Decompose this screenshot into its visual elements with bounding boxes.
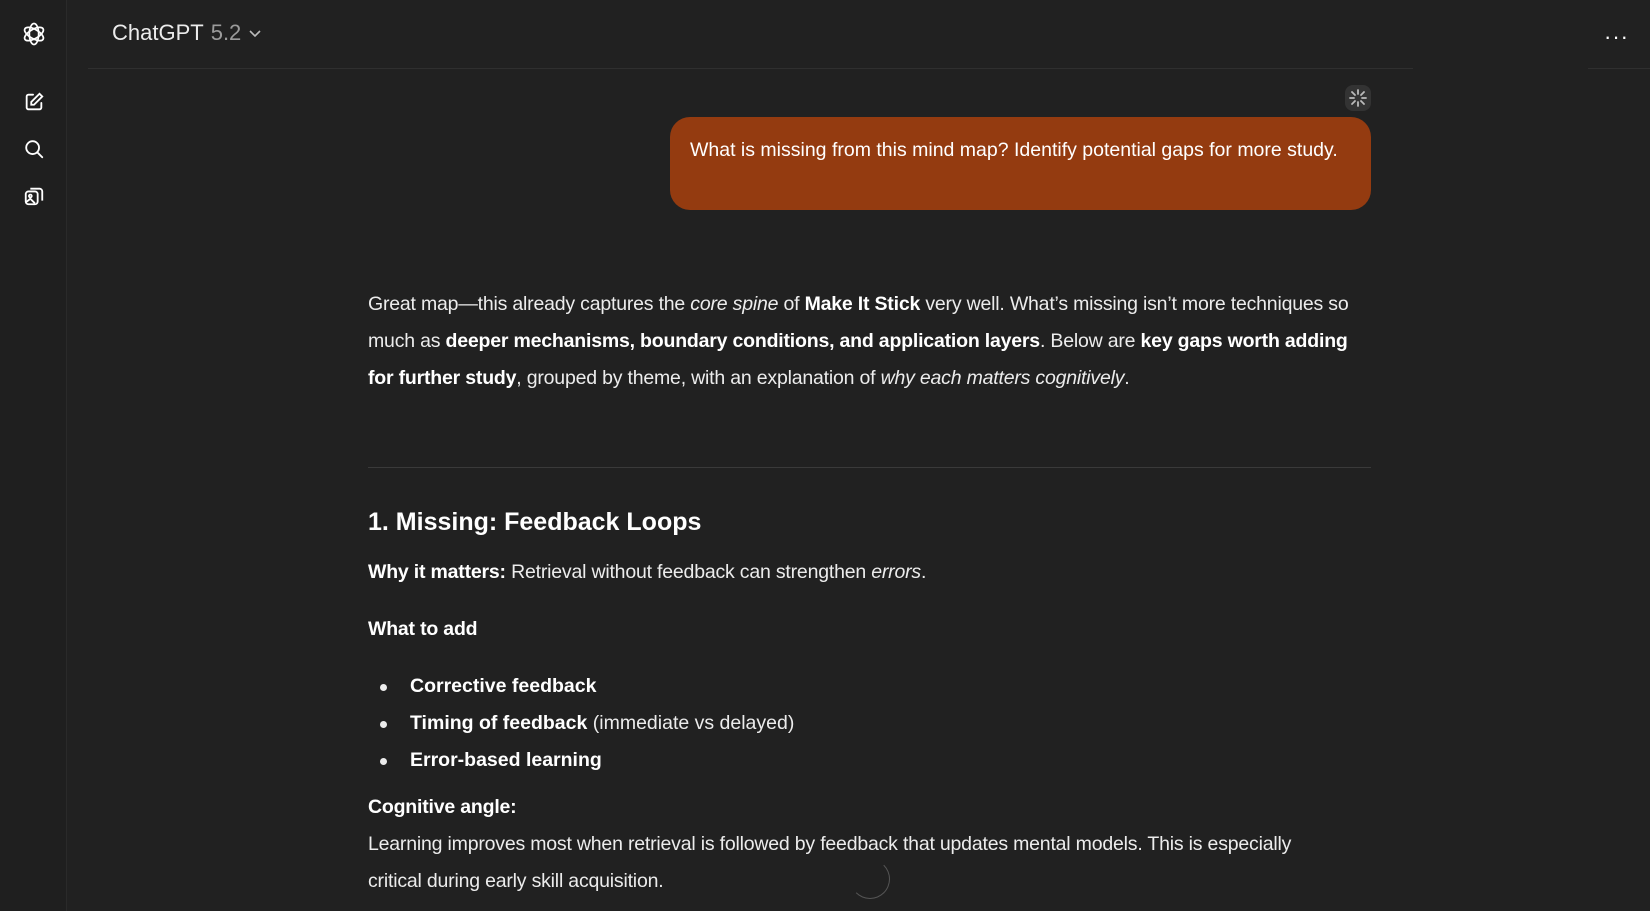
model-selector[interactable] — [112, 20, 262, 46]
cognitive-angle-text: Learning improves most when retrieval is followed by feedback that updates mental models. This is especially critical during early skill acquisition. — [368, 833, 1292, 892]
user-message: What is missing from this mind map? Identify potential gaps for more study. — [670, 117, 1371, 210]
what-to-add-label: What to add — [368, 618, 478, 640]
chevron-down-icon — [248, 26, 262, 40]
more-options-button[interactable]: ··· — [1604, 24, 1629, 49]
list-item: Error-based learning — [380, 742, 602, 779]
divider — [368, 467, 1371, 468]
header — [88, 0, 1413, 69]
images-icon[interactable] — [18, 180, 50, 212]
header-divider — [1588, 68, 1650, 69]
cognitive-angle-label: Cognitive angle: — [368, 796, 517, 818]
model-name: ChatGPT — [112, 20, 204, 45]
response-intro: Great map—this already captures the core spine of Make It Stick very well. What’s missing isn’t more techniques so much as deeper mechanisms, boundary conditions, and application layers. Below are key gaps worth adding for further study, grouped by theme, with an explanation of why each matters cognitively. — [368, 293, 1349, 389]
sidebar — [0, 0, 67, 911]
model-version: 5.2 — [210, 20, 242, 45]
why-it-matters: Why it matters: Retrieval without feedback can strengthen errors. — [368, 561, 927, 583]
scroll-loading-indicator-icon — [850, 859, 890, 899]
search-icon[interactable] — [18, 133, 50, 165]
openai-logo-icon[interactable] — [18, 18, 50, 50]
list-item: Timing of feedback (immediate vs delayed) — [380, 705, 794, 742]
loading-spinner-icon — [1345, 85, 1371, 111]
section-heading: 1. Missing: Feedback Loops — [368, 508, 702, 536]
new-chat-icon[interactable] — [18, 86, 50, 118]
list-item: Corrective feedback — [380, 668, 596, 705]
